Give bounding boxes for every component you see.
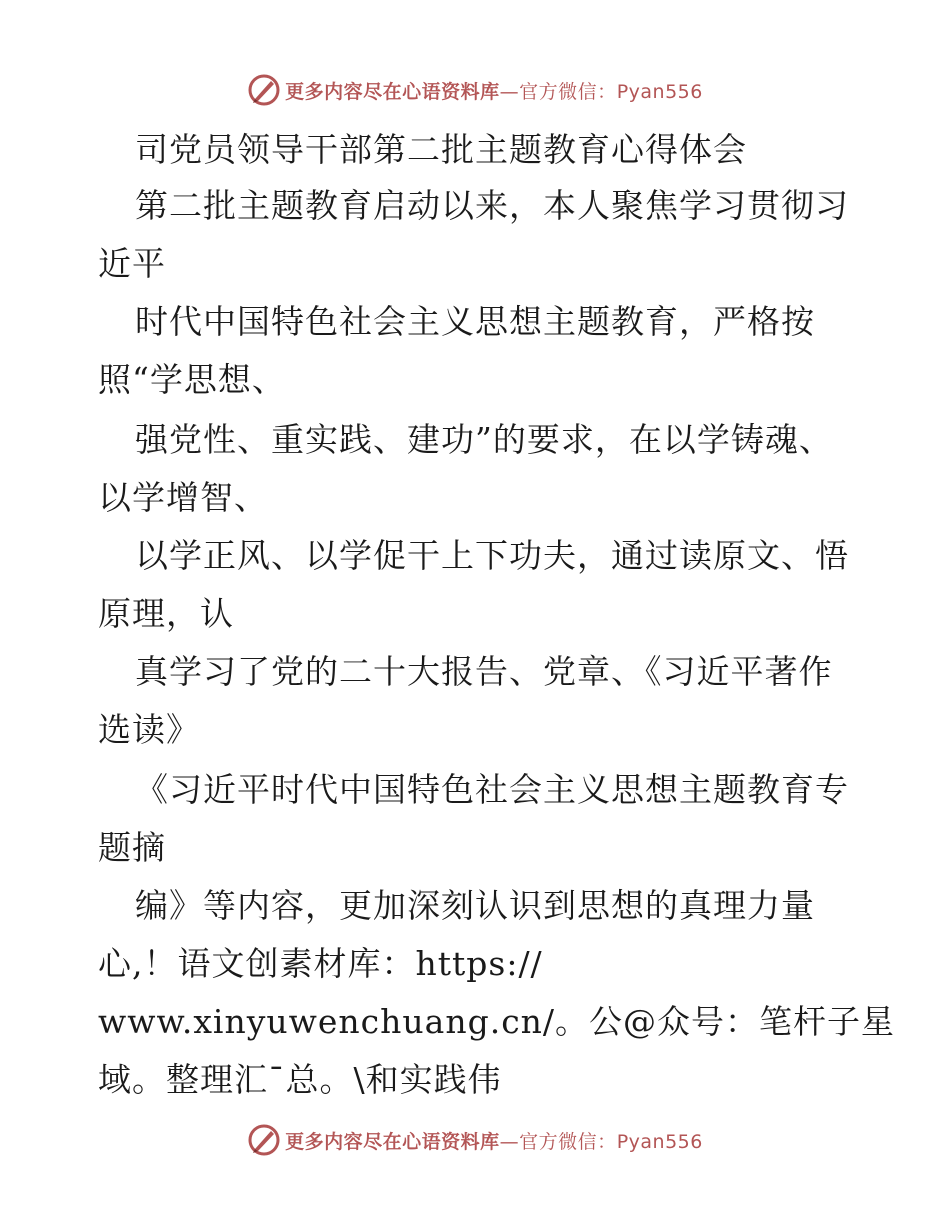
doc-line: www.xinyuwenchuang.cn/。公@众号：笔杆子星 bbox=[98, 1002, 896, 1041]
footer-wechat-id: Pyan556 bbox=[616, 1130, 703, 1153]
footer-dash: — bbox=[499, 1130, 520, 1153]
doc-line: 以学正风、以学促干上下功夫，通过读原文、悟 bbox=[135, 536, 849, 575]
header-dash: — bbox=[499, 80, 520, 103]
doc-line: 选读》 bbox=[98, 710, 200, 749]
doc-line: 时代中国特色社会主义思想主题教育，严格按 bbox=[135, 302, 815, 341]
doc-line: 近平 bbox=[98, 244, 166, 283]
doc-line: 编》等内容，更加深刻认识到思想的真理力量 bbox=[135, 886, 815, 925]
doc-line: 题摘 bbox=[98, 828, 166, 867]
doc-line: 真学习了党的二十大报告、党章、《习近平著作 bbox=[135, 652, 833, 691]
header-wechat-text: 官方微信： bbox=[519, 80, 617, 103]
doc-line: 域。整理汇¯总。\和实践伟 bbox=[98, 1060, 502, 1099]
pen-logo-icon bbox=[247, 73, 281, 107]
doc-line: 心,！语文创素材库：https:// bbox=[98, 944, 543, 983]
footer-wechat-text: 官方微信： bbox=[519, 1130, 617, 1153]
header-site-text: 更多内容尽在心语资料库 bbox=[285, 80, 500, 103]
header-banner-text bbox=[285, 77, 703, 104]
doc-title: 司党员领导干部第二批主题教育心得体会 bbox=[135, 130, 747, 169]
footer-site-text: 更多内容尽在心语资料库 bbox=[285, 1130, 500, 1153]
doc-line: 照“学思想、 bbox=[98, 360, 286, 399]
header-banner bbox=[0, 70, 950, 110]
doc-line: 强党性、重实践、建功”的要求，在以学铸魂、 bbox=[135, 420, 833, 459]
header-wechat-id: Pyan556 bbox=[616, 80, 703, 103]
pen-logo-icon bbox=[247, 1123, 281, 1157]
doc-line: 第二批主题教育启动以来，本人聚焦学习贯彻习 bbox=[135, 186, 849, 225]
doc-line: 《习近平时代中国特色社会主义思想主题教育专 bbox=[135, 770, 849, 809]
doc-line: 原理，认 bbox=[98, 594, 234, 633]
footer-banner bbox=[0, 1120, 950, 1160]
doc-line: 以学增智、 bbox=[98, 478, 268, 517]
footer-banner-text bbox=[285, 1127, 703, 1154]
